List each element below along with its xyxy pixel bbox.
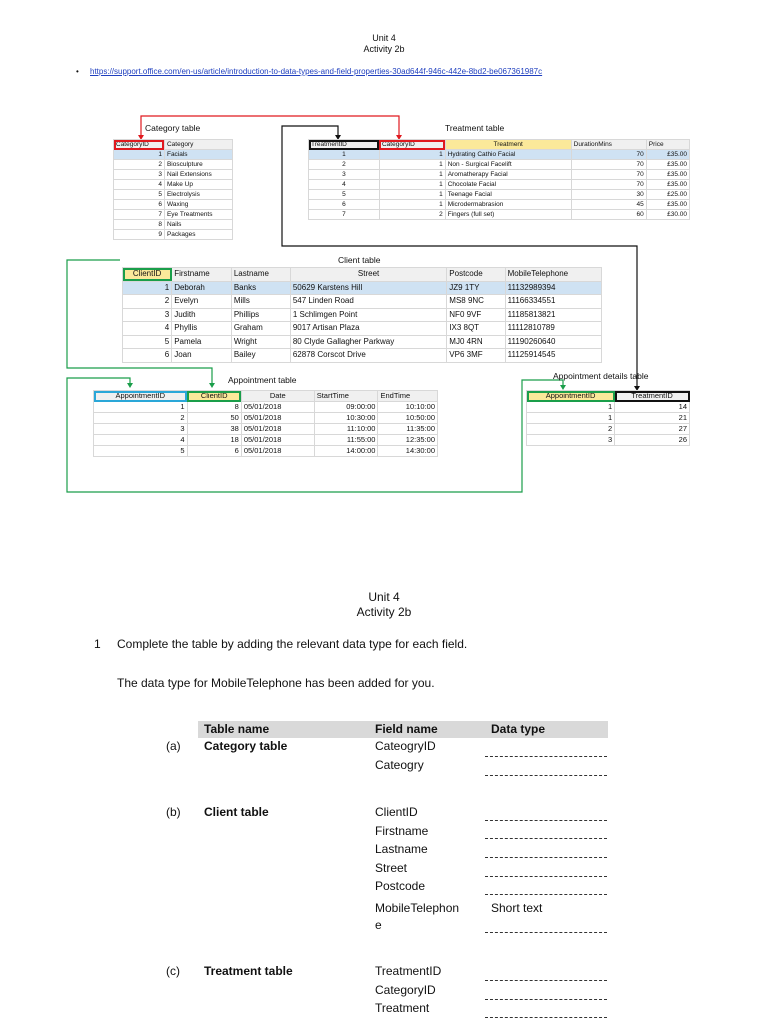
col-header-treatmentid[interactable]: TreatmentID	[615, 391, 690, 402]
table-row[interactable]: 2 1 Non - Surgical Facelift 70 £35.00	[309, 160, 690, 170]
col-header-category[interactable]: Category	[164, 140, 232, 150]
field-name: CategoryID	[375, 983, 436, 997]
field-name: Postcode	[375, 879, 426, 893]
col-header-appointmentid[interactable]: AppointmentID	[527, 391, 615, 402]
answer-table-header	[198, 721, 608, 738]
field-name: ClientID	[375, 805, 418, 819]
given-data-type: Short text	[491, 901, 543, 915]
appointment-details-table-caption: Appointment details table	[553, 371, 649, 381]
data-type-blank[interactable]	[485, 838, 607, 839]
data-type-blank[interactable]	[485, 980, 607, 981]
col-header-endtime[interactable]: EndTime	[378, 391, 438, 402]
table-row[interactable]: 3 38 05/01/2018 11:10:00 11:35:00	[94, 424, 438, 435]
table-row[interactable]: 5 Electrolysis	[114, 190, 233, 200]
client-table	[122, 267, 602, 363]
field-name: Street	[375, 861, 408, 875]
col-header-categoryid[interactable]: CategoryID	[114, 140, 165, 150]
table-row[interactable]: 1 14	[527, 402, 690, 413]
field-name-wrap: e	[375, 918, 382, 932]
table-row[interactable]: 1 21	[527, 413, 690, 424]
treatment-table-caption: Treatment table	[445, 123, 505, 133]
col-header-appointmentid[interactable]: AppointmentID	[94, 391, 188, 402]
table-row[interactable]: 3 1 Aromatherapy Facial 70 £35.00	[309, 170, 690, 180]
table-row[interactable]: 2 50 05/01/2018 10:30:00 10:50:00	[94, 413, 438, 424]
table-row[interactable]: 9 Packages	[114, 230, 233, 240]
table-row[interactable]: 3 Nail Extensions	[114, 170, 233, 180]
treatment-table	[308, 139, 690, 220]
data-type-blank[interactable]	[485, 932, 607, 933]
table-row[interactable]: 5 1 Teenage Facial 30 £25.00	[309, 190, 690, 200]
question-text: Complete the table by adding the relevant data type for each field.	[117, 637, 468, 651]
data-type-blank[interactable]	[485, 1017, 607, 1018]
table-row[interactable]: 2 Evelyn Mills 547 Linden Road MS8 9NC 11166334551	[123, 295, 602, 309]
data-type-blank[interactable]	[485, 857, 607, 858]
col-header-firstname[interactable]: Firstname	[172, 268, 232, 282]
category-table-caption: Category table	[145, 123, 201, 133]
section-label-a: (a)	[166, 739, 181, 753]
table-row[interactable]: 6 Waxing	[114, 200, 233, 210]
section-table-a: Category table	[204, 739, 288, 753]
data-type-blank[interactable]	[485, 775, 607, 776]
col-header-treatment[interactable]: Treatment	[445, 140, 571, 150]
section-table-b: Client table	[204, 805, 269, 819]
table-row[interactable]: 7 Eye Treatments	[114, 210, 233, 220]
category-table	[113, 139, 233, 240]
field-name: TreatmentID	[375, 964, 442, 978]
table-row[interactable]: 5 6 05/01/2018 14:00:00 14:30:00	[94, 446, 438, 457]
question-number: 1	[94, 637, 101, 651]
table-row[interactable]: 5 Pamela Wright 80 Clyde Gallagher Parkway MJ0 4RN 11190260640	[123, 335, 602, 349]
col-header-durationmins[interactable]: DurationMins	[571, 140, 646, 150]
section-table-c: Treatment table	[204, 964, 293, 978]
table-row[interactable]: 6 Joan Bailey 62878 Corscot Drive VP6 3MF 11125914545	[123, 349, 602, 363]
appointment-table	[93, 390, 438, 457]
field-name: Firstname	[375, 824, 429, 838]
field-name: MobileTelephon	[375, 901, 460, 915]
client-table-caption: Client table	[338, 255, 381, 265]
data-type-blank[interactable]	[485, 999, 607, 1000]
appointment-details-table	[526, 390, 690, 446]
table-row[interactable]: 7 2 Fingers (full set) 60 £30.00	[309, 210, 690, 220]
header-data-type: Data type	[491, 722, 546, 736]
col-header-street[interactable]: Street	[290, 268, 446, 282]
col-header-starttime[interactable]: StartTime	[314, 391, 378, 402]
bullet: •	[76, 67, 79, 76]
field-name: CateogryID	[375, 739, 436, 753]
section-label-c: (c)	[166, 964, 180, 978]
col-header-postcode[interactable]: Postcode	[447, 268, 505, 282]
col-header-lastname[interactable]: Lastname	[231, 268, 290, 282]
table-row[interactable]: 6 1 Microdermabrasion 45 £35.00	[309, 200, 690, 210]
table-row[interactable]: 3 Judith Phillips 1 Schlimgen Point NF0 9VF 11185813821	[123, 308, 602, 322]
unit-title-2: Unit 4	[368, 590, 400, 604]
data-type-blank[interactable]	[485, 894, 607, 895]
table-row[interactable]: 1 1 Hydrating Cathio Facial 70 £35.00	[309, 150, 690, 160]
table-row[interactable]: 4 Phyllis Graham 9017 Artisan Plaza IX3 8QT 11112810789	[123, 322, 602, 336]
col-header-mobiletelephone[interactable]: MobileTelephone	[505, 268, 601, 282]
table-row[interactable]: 8 Nails	[114, 220, 233, 230]
col-header-clientid[interactable]: ClientID	[187, 391, 241, 402]
table-row[interactable]: 4 18 05/01/2018 11:55:00 12:35:00	[94, 435, 438, 446]
field-name: Cateogry	[375, 758, 424, 772]
data-type-blank[interactable]	[485, 756, 607, 757]
table-row[interactable]: 2 Biosculpture	[114, 160, 233, 170]
col-header-treatmentid[interactable]: TreatmentID	[309, 140, 380, 150]
col-header-clientid[interactable]: ClientID	[123, 268, 172, 282]
table-row[interactable]: 1 8 05/01/2018 09:00:00 10:10:00	[94, 402, 438, 413]
data-type-blank[interactable]	[485, 876, 607, 877]
header-table-name: Table name	[204, 722, 270, 736]
field-name: Lastname	[375, 842, 428, 856]
appointment-table-caption: Appointment table	[228, 375, 297, 385]
activity-title-2: Activity 2b	[356, 605, 412, 619]
section-label-b: (b)	[166, 805, 181, 819]
data-type-blank[interactable]	[485, 820, 607, 821]
table-row[interactable]: 1 Facials	[114, 150, 233, 160]
reference-link[interactable]: https://support.office.com/en-us/article/introduction-to-data-types-and-field-properties-30ad644f-946c-442e-8bd2-be067361987c	[90, 67, 543, 76]
question-note: The data type for MobileTelephone has been added for you.	[117, 676, 435, 690]
activity-title: Activity 2b	[363, 44, 405, 54]
table-row[interactable]: 4 Make Up	[114, 180, 233, 190]
col-header-date[interactable]: Date	[241, 391, 314, 402]
col-header-price[interactable]: Price	[646, 140, 689, 150]
table-row[interactable]: 4 1 Chocolate Facial 70 £35.00	[309, 180, 690, 190]
header-field-name: Field name	[375, 722, 438, 736]
unit-title: Unit 4	[372, 33, 396, 43]
table-row[interactable]: 2 27	[527, 424, 690, 435]
table-row[interactable]: 1 Deborah Banks 50629 Karstens Hill JZ9 1TY 11132989394	[123, 281, 602, 295]
table-row[interactable]: 3 26	[527, 435, 690, 446]
col-header-categoryid[interactable]: CategoryID	[379, 140, 445, 150]
field-name: Treatment	[375, 1001, 430, 1015]
